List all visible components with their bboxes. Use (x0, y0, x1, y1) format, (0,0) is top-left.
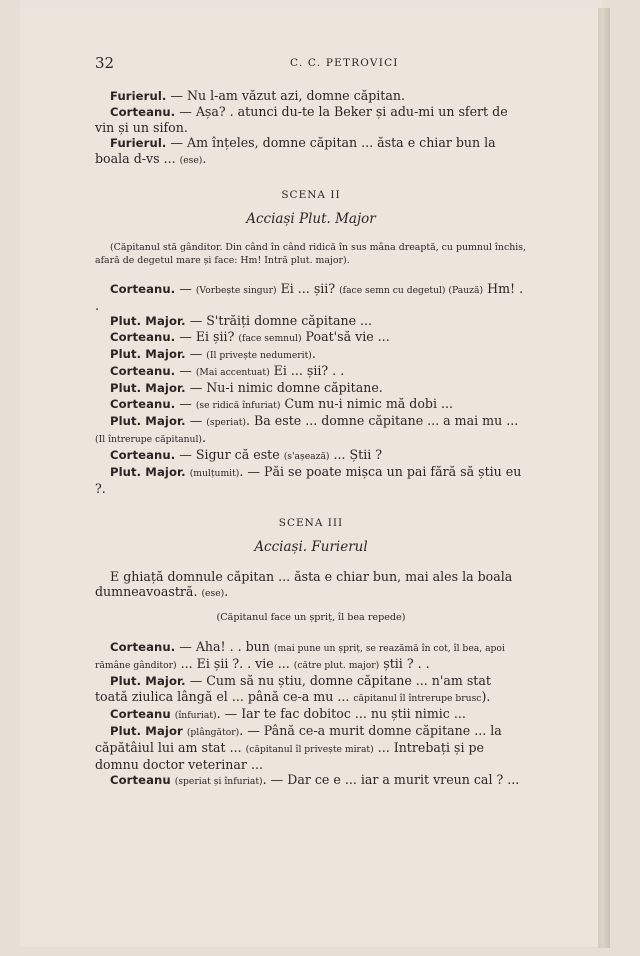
line-text: . (311, 346, 316, 361)
stage-direction: căpitanul îl întrerupe brusc (353, 693, 482, 704)
speaker-name: Corteanu (110, 773, 171, 787)
dialogue-line (95, 673, 527, 706)
stage-direction: (speriat) (206, 417, 246, 428)
speaker-name: Plut. Major. (110, 414, 186, 428)
dialogue-line (95, 639, 527, 673)
dialogue-line (95, 723, 527, 772)
stage-direction: (se ridică înfuriat) (195, 400, 281, 411)
line-text: — Nu-i nimic domne căpitane. (185, 380, 383, 395)
scene-cast: Acciași Plut. Major (246, 211, 376, 227)
stage-direction: (Mai accentuat) (195, 367, 270, 378)
stage-direction: (căpitanul îl privește mirat) (245, 744, 374, 755)
line-text: — Nu l-am văzut azi, domne căpitan. (166, 88, 405, 103)
speaker-name: Plut. Major. (110, 314, 186, 328)
speaker-name: Plut. Major. (110, 465, 186, 479)
line-text: Hm! . . (95, 281, 524, 313)
line-text: — S'trăiți domne căpitane ... (185, 313, 373, 328)
speaker-name: Plut. Major. (110, 347, 186, 361)
line-text: ... Știi ? (329, 447, 383, 462)
stage-direction: (Il întrerupe căpitanul) (95, 434, 202, 445)
stage-direction: (mulțumit) (189, 468, 240, 479)
line-text: . — Până ce-a murit domne căpitane ... la căpătâiul lui am stat ... (95, 723, 502, 755)
speaker-name: Corteanu. (110, 448, 176, 462)
line-text: — Așa? . atunci du-te la Beker și adu-mi un sfert de vin și un sifon. (95, 104, 508, 135)
line-text: . — Dar ce e ... iar a murit vreun cal ? ... (262, 772, 520, 787)
line-text: . (201, 430, 206, 445)
stage-direction: (Căpitanul stă gânditor. Din când în când ridică în sus mâna dreaptă, cu pumnul închis, afară de degetul mare și face: Hm! Intră plut. major). (95, 242, 527, 266)
page-body (95, 88, 527, 789)
stage-direction: (plângător) (186, 727, 240, 738)
running-head: C. C. PETROVICI (290, 57, 399, 69)
stage-direction: (Il privește nedumerit) (206, 350, 312, 361)
dialogue-line (95, 413, 527, 447)
stage-direction: (Vorbește singur) (195, 285, 277, 296)
dialogue-line (95, 380, 527, 396)
line-text: ... Intrebați și pe domnu doctor veterinar ... (95, 740, 485, 772)
scene-heading: SCENA III (278, 517, 344, 529)
line-text: Ei ... șii? (276, 281, 340, 296)
dialogue-line (95, 447, 527, 464)
stage-direction: (către plut. major) (293, 660, 380, 671)
dialogue-line (95, 464, 527, 496)
speaker-name: Furierul. (110, 136, 167, 150)
stage-direction: (speriat și înfuriat) (174, 776, 263, 787)
line-text: . Ba este ... domne căpitane ... a mai mu ... (246, 413, 519, 428)
dialogue-line (95, 569, 527, 601)
dialogue-line (95, 396, 527, 413)
speaker-name: Corteanu. (110, 330, 176, 344)
line-text: . — Păi se poate mișca un pai fără să știu eu ?. (95, 464, 522, 496)
line-text: — (175, 396, 196, 411)
dialogue-line (95, 104, 527, 135)
line-text: — Am înțeles, domne căpitan ... ăsta e chiar bun la boala d-vs ... (95, 135, 496, 166)
speaker-name: Plut. Major (110, 724, 183, 738)
line-text: știi ? . . (379, 656, 430, 671)
page-number: 32 (95, 54, 115, 72)
speaker-name: Furierul. (110, 89, 167, 103)
dialogue-line (95, 346, 527, 363)
line-text: Poat'să vie ... (301, 329, 390, 344)
line-text: . — Iar te fac dobitoc ... nu știi nimic ... (216, 706, 466, 721)
dialogue-line (95, 313, 527, 329)
scene-heading: SCENA II (281, 189, 341, 201)
speaker-name: Corteanu. (110, 282, 176, 296)
line-text: — Ei șii? (175, 329, 239, 344)
line-text: — Cum să nu știu, domne căpitane ... n'am stat toată ziulica lângă el ... până ce-a mu ... (95, 673, 491, 704)
stage-direction: (face semn cu degetul) (Pauză) (339, 285, 484, 296)
speaker-name: Corteanu (110, 707, 171, 721)
speaker-name: Corteanu. (110, 640, 176, 654)
dialogue-line (95, 88, 527, 104)
line-text: — (185, 413, 207, 428)
speaker-name: Corteanu. (110, 105, 176, 119)
stage-direction: (s'așează) (283, 451, 330, 462)
speaker-name: Corteanu. (110, 397, 176, 411)
page-right-edge (598, 8, 610, 948)
dialogue-line (95, 706, 527, 723)
line-text: — (185, 346, 207, 361)
dialogue-line (95, 772, 527, 789)
line-text: . (224, 584, 229, 599)
line-text: — Sigur că este (175, 447, 284, 462)
line-text: E ghiață domnule căpitan ... ăsta e chiar bun, mai ales la boala dumneavoastră. (95, 569, 513, 599)
line-text: — (175, 281, 196, 296)
scene-cast: Acciași. Furierul (254, 539, 368, 555)
stage-direction: (înfuriat) (174, 710, 217, 721)
dialogue-line (95, 281, 527, 313)
stage-direction: (face semnul) (238, 333, 302, 344)
page-header (95, 54, 578, 74)
line-text: ). (481, 689, 491, 704)
stage-direction: (mai pune un șpriț, se reazămă în cot, îl bea, apoi rămâne gânditor) (95, 643, 505, 671)
line-text: Cum nu-i nimic mă dobi ... (280, 396, 454, 411)
stage-direction: (Căpitanul face un șpriț, îl bea repede) (216, 612, 406, 623)
line-text: . (202, 151, 207, 166)
dialogue-line (95, 363, 527, 380)
dialogue-line (95, 135, 527, 168)
line-text: — (175, 363, 196, 378)
line-text: — Aha! . . bun (175, 639, 274, 654)
dialogue-line (95, 329, 527, 346)
speaker-name: Plut. Major. (110, 674, 186, 688)
line-text: Ei ... șii? . . (269, 363, 345, 378)
speaker-name: Corteanu. (110, 364, 176, 378)
line-text: ... Ei șii ?. . vie ... (176, 656, 294, 671)
speaker-name: Plut. Major. (110, 381, 186, 395)
stage-direction: (ese) (201, 588, 225, 599)
stage-direction: (ese) (179, 155, 203, 166)
